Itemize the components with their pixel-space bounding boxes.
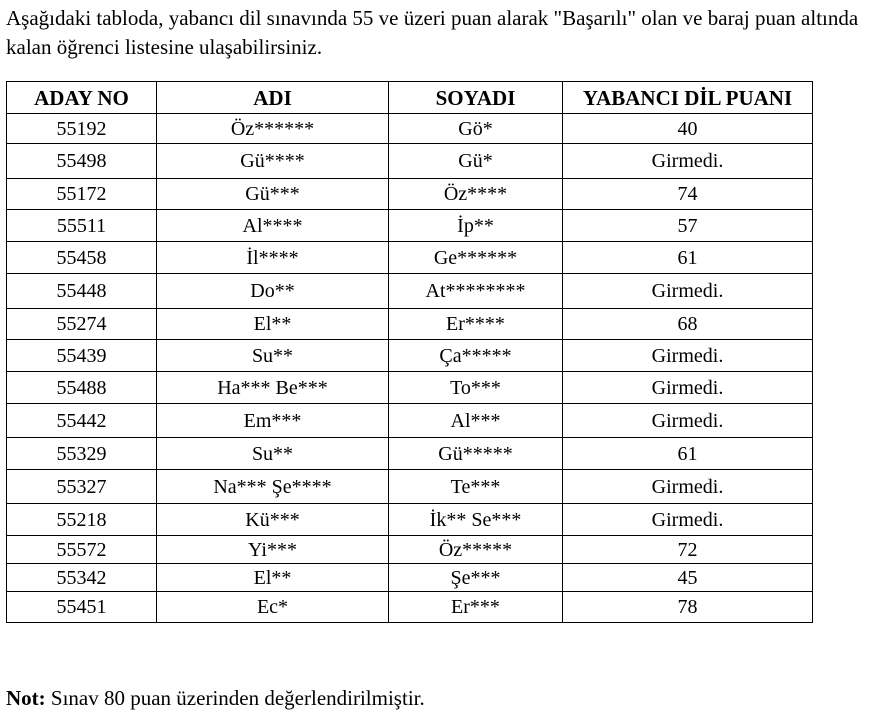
cell-aday-no: 55342	[7, 564, 157, 592]
footnote	[6, 686, 425, 711]
cell-soyadi: Ça*****	[389, 340, 563, 372]
cell-puan: 61	[563, 242, 813, 274]
cell-aday-no: 55458	[7, 242, 157, 274]
cell-puan: Girmedi.	[563, 144, 813, 179]
cell-soyadi: Ge******	[389, 242, 563, 274]
cell-puan: Girmedi.	[563, 470, 813, 504]
cell-puan: Girmedi.	[563, 504, 813, 536]
table-row	[7, 274, 813, 309]
cell-soyadi: Gü*****	[389, 438, 563, 470]
cell-aday-no: 55498	[7, 144, 157, 179]
cell-aday-no: 55488	[7, 372, 157, 404]
column-header-adi: ADI	[157, 82, 389, 114]
intro-paragraph: Aşağıdaki tabloda, yabancı dil sınavında 55 ve üzeri puan alarak "Başarılı" olan ve baraj puan altında kalan öğrenci listesine ulaşabilirsiniz.	[6, 6, 859, 59]
table-row	[7, 504, 813, 536]
table-row	[7, 404, 813, 438]
cell-aday-no: 55572	[7, 536, 157, 564]
column-header-aday-no: ADAY NO	[7, 82, 157, 114]
table-row	[7, 564, 813, 592]
cell-puan: 45	[563, 564, 813, 592]
cell-aday-no: 55218	[7, 504, 157, 536]
table-row	[7, 242, 813, 274]
cell-aday-no: 55329	[7, 438, 157, 470]
header-row	[7, 82, 813, 114]
cell-adi: Gü***	[157, 179, 389, 210]
cell-puan: 40	[563, 114, 813, 144]
cell-adi: Al****	[157, 210, 389, 242]
cell-aday-no: 55192	[7, 114, 157, 144]
cell-aday-no: 55448	[7, 274, 157, 309]
cell-puan: Girmedi.	[563, 404, 813, 438]
cell-soyadi: Öz****	[389, 179, 563, 210]
cell-soyadi: Er****	[389, 309, 563, 340]
table-row	[7, 340, 813, 372]
table-row	[7, 536, 813, 564]
cell-soyadi: At********	[389, 274, 563, 309]
cell-soyadi: Te***	[389, 470, 563, 504]
cell-aday-no: 55451	[7, 592, 157, 623]
table-row	[7, 592, 813, 623]
cell-adi: Ec*	[157, 592, 389, 623]
cell-puan: 57	[563, 210, 813, 242]
table-row	[7, 144, 813, 179]
table-body	[7, 114, 813, 623]
cell-adi: Öz******	[157, 114, 389, 144]
cell-adi: El**	[157, 309, 389, 340]
note-text: Sınav 80 puan üzerinden değerlendirilmiştir.	[45, 686, 425, 710]
cell-adi: Do**	[157, 274, 389, 309]
cell-adi: İl****	[157, 242, 389, 274]
cell-puan: Girmedi.	[563, 372, 813, 404]
cell-adi: Em***	[157, 404, 389, 438]
cell-soyadi: Öz*****	[389, 536, 563, 564]
cell-adi: Na*** Şe****	[157, 470, 389, 504]
table-row	[7, 179, 813, 210]
table-row	[7, 210, 813, 242]
table-row	[7, 372, 813, 404]
cell-adi: El**	[157, 564, 389, 592]
cell-adi: Ha*** Be***	[157, 372, 389, 404]
cell-adi: Yi***	[157, 536, 389, 564]
cell-aday-no: 55327	[7, 470, 157, 504]
cell-soyadi: Er***	[389, 592, 563, 623]
cell-aday-no: 55172	[7, 179, 157, 210]
cell-puan: 72	[563, 536, 813, 564]
cell-adi: Su**	[157, 340, 389, 372]
cell-soyadi: İk** Se***	[389, 504, 563, 536]
cell-puan: 61	[563, 438, 813, 470]
exam-results-table	[6, 81, 813, 623]
cell-puan: Girmedi.	[563, 274, 813, 309]
cell-aday-no: 55439	[7, 340, 157, 372]
cell-adi: Su**	[157, 438, 389, 470]
cell-aday-no: 55442	[7, 404, 157, 438]
cell-puan: 74	[563, 179, 813, 210]
cell-aday-no: 55274	[7, 309, 157, 340]
table-row	[7, 438, 813, 470]
cell-soyadi: To***	[389, 372, 563, 404]
cell-soyadi: Gü*	[389, 144, 563, 179]
cell-aday-no: 55511	[7, 210, 157, 242]
column-header-soyadi: SOYADI	[389, 82, 563, 114]
column-header-yabanci-dil-puani: YABANCI DİL PUANI	[563, 82, 813, 114]
cell-puan: Girmedi.	[563, 340, 813, 372]
table-row	[7, 114, 813, 144]
table-row	[7, 470, 813, 504]
cell-soyadi: Şe***	[389, 564, 563, 592]
cell-puan: 78	[563, 592, 813, 623]
cell-soyadi: İp**	[389, 210, 563, 242]
cell-adi: Kü***	[157, 504, 389, 536]
cell-soyadi: Gö*	[389, 114, 563, 144]
cell-soyadi: Al***	[389, 404, 563, 438]
note-label: Not:	[6, 686, 46, 710]
cell-adi: Gü****	[157, 144, 389, 179]
table-row	[7, 309, 813, 340]
cell-puan: 68	[563, 309, 813, 340]
